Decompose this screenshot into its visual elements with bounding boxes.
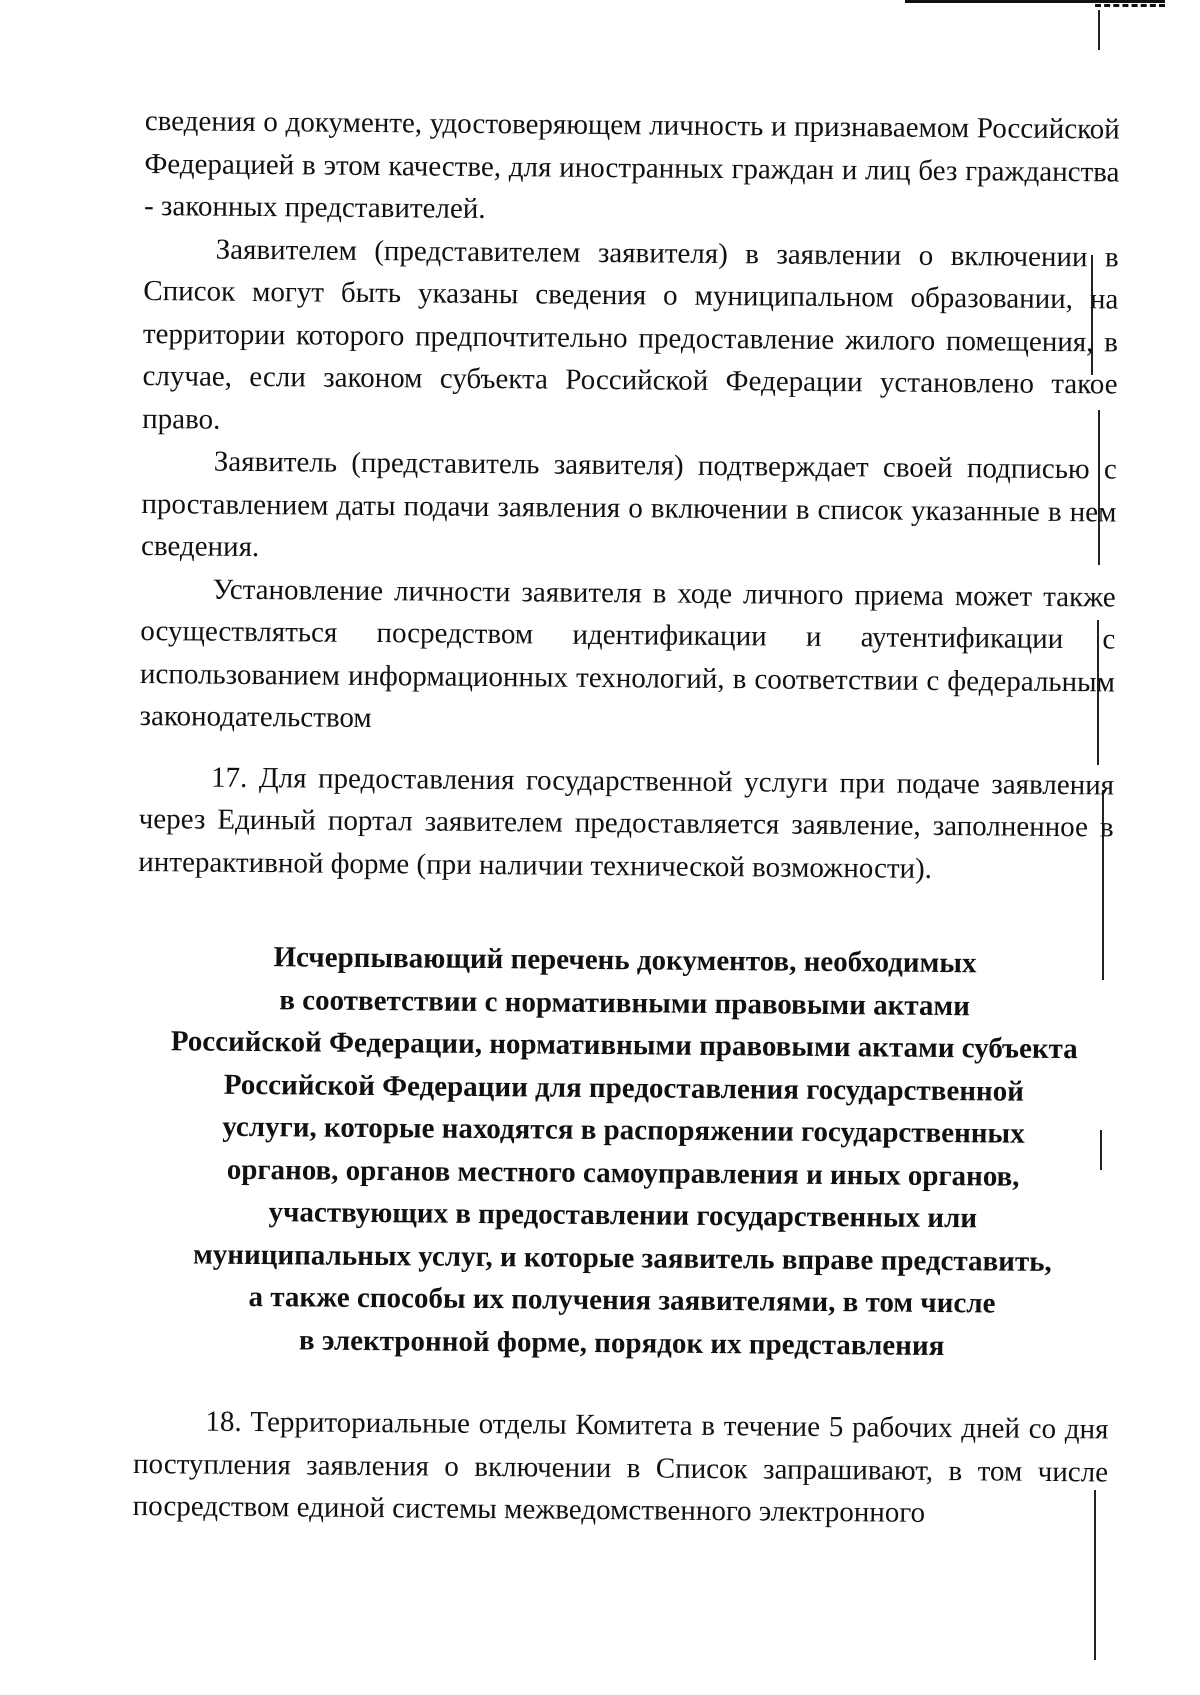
scan-artifact-top-line [905,0,1165,9]
paragraph-identity-verification: Установление личности заявителя в ходе личного приема может также осуществляться посредством идентификации и аутентификации с использованием информационных технологий, в соответствии с федеральным законодательством [139,573,1116,735]
section-heading: Исчерпывающий перечень документов, необходимых в соответствии с нормативными правовыми актами Российской Федерации, нормативными правовыми актами субъекта Российской Федерации для предоставления государственной услуги, которые находятся в распоряжении государственных органов, органов местного самоуправления и иных органов, участвующих в предоставлении государственных или муниципальных услуг, и которые заявитель вправе представить, а также способы их получения заявителями, в том числе в электронной форме, порядок их представления [170,941,1078,1362]
document-page [131,100,1120,1668]
paragraph-18-territorial-departments: 18. Территориальные отделы Комитета в течение 5 рабочих дней со дня поступления заявления о включении в Список запрашивают, в том числе посредством единой системы межведомственного электронного [132,1405,1109,1529]
paragraph-signature-confirmation: Заявитель (представитель заявителя) подтверждает своей подписью с проставлением даты подачи заявления о включении в список указанные в нем сведения. [140,445,1117,564]
paragraph-identity-document: сведения о документе, удостоверяющем личность и признаваемом Российской Федерацией в этом качестве, для иностранных граждан и лиц без гражданства - законных представителей. [143,104,1120,225]
scan-artifact-edge-line-1 [1098,10,1100,50]
paragraph-17-portal-submission: 17. Для предоставления государственной услуги при подаче заявления через Единый портал заявителем предоставляется заявление, заполненное в интерактивной форме (при наличии технической возможности). [138,761,1115,885]
paragraph-municipality-info: Заявителем (представителем заявителя) в заявлении о включении в Список могут быть указаны сведения о муниципальном образовании, на территории которого предпочтительно предоставление жилого помещения, в случае, если законом субъекта Российской Федерации установлено такое право. [142,233,1119,436]
